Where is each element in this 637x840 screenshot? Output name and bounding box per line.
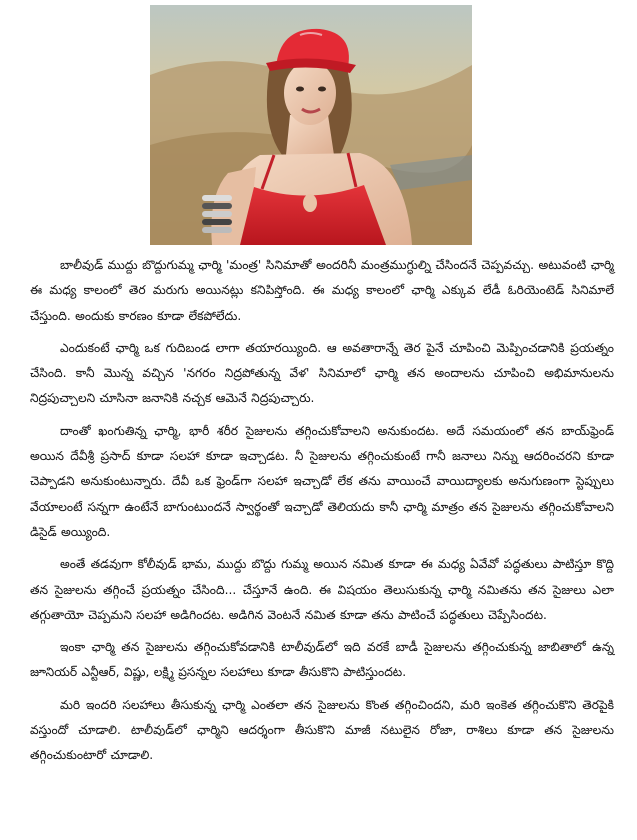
actress-in-red-cap-image (150, 5, 472, 245)
article-paragraph: అంతే తడవుగా కోలీవుడ్ భామ, ముద్దు బొద్దు గుమ్మ అయిన నమిత కూడా ఈ మధ్య ఏవేవో పద్ధతులు పాటిస్తూ కొద్ది తన సైజులను తగ్గించే ప్రయత్నం చేసింది... చేస్తూనే ఉంది. ఈ విషయం తెలుసుకున్న ఛార్మి నమితను తన సైజులు ఎలా తగ్గుతాయో చెప్పమని సలహా అడిగిందట. అడిగిన వెంటనే నమిత కూడా తను పాటించే పద్ధతులు చెప్పేసిందట. (30, 557, 614, 622)
article-paragraph: ఎందుకంటే ఛార్మి ఒక గుదిబండ లాగా తయారయ్యింది. ఆ అవతారాన్నే తెర పైనే చూపించి మెప్పించడానికి ప్రయత్నం చేసింది. కానీ మొన్న వచ్చిన 'నగరం నిద్రపోతున్న వేళ' సినిమాలో ఛార్మి తన అందాలను చూపించి అభిమానులను నిద్రపుచ్చాలని చూసినా జనానికి నచ్చక ఆమెనే నిద్రపుచ్చారు. (30, 340, 614, 406)
article-photo (150, 5, 472, 245)
article-body (30, 253, 614, 776)
article-paragraph: ఇంకా ఛార్మి తన సైజులను తగ్గించుకోవడానికి టాలీవుడ్‌లో ఇది వరకే బాడీ సైజులను తగ్గించుకున్న జాబితాలో ఉన్న జూనియర్ ఎన్టీఆర్, విష్ణు, లక్ష్మి ప్రసన్నల సలహాలు కూడా తీసుకొని పాటిస్తుందట. (30, 640, 614, 680)
article-paragraph: మరి ఇందరి సలహాలు తీసుకున్న ఛార్మి ఎంతలా తన సైజులను కొంత తగ్గించిందని, మరి ఇంకెత తగ్గించుకొని తెరపైకి వస్తుందో చూడాలి. టాలీవుడ్‌లో ఛార్మిని ఆదర్శంగా తీసుకొని మాజీ నటులైన రోజా, రాశిలు కూడా తన సైజులను తగ్గించుకుంటారో చూడాలి. (30, 697, 614, 763)
article-paragraph: దాంతో ఖంగుతిన్న ఛార్మి, భారీ శరీర సైజులను తగ్గించుకోవాలని అనుకుందట. అదే సమయంలో తన బాయ్‌ఫ్రెండ్ అయిన దేవీశ్రీ ప్రసాద్ కూడా సలహా కూడా ఇచ్చాడట. నీ సైజులను తగ్గించుకుంటే గానీ జనాలు నిన్ను ఆదరించరని కూడా చెప్పాడని అనుకుంటున్నారు. దేవీ ఒక ఫ్రెండ్‌గా సలహా ఇచ్చాడో లేక తను వాయించే వాయిద్యాలకు అనుగుణంగా స్టెప్పులు వేయాలంటే సన్నగా ఉంటేనే బాగుంటుందనే స్వార్థంతో ఇచ్చాడో తెలియదు కానీ ఛార్మి మాత్రం తన సైజులను తగ్గించుకోవాలని డిసైడ్ అయ్యింది. (30, 423, 614, 539)
article-paragraph: బాలీవుడ్ ముద్దు బొద్దుగుమ్మ ఛార్మి 'మంత్ర' సినిమాతో అందరినీ మంత్రముగ్ధుల్ని చేసిందనే చెప్పవచ్చు. అటువంటి ఛార్మి ఈ మధ్య కాలంలో తెర మరుగు అయినట్లు కనిపిస్తోంది. ఈ మధ్య కాలంలో ఛార్మి ఎక్కువ లేడీ ఓరియెంటెడ్ సినిమాలే చేస్తుంది. అందుకు కారణం కూడా లేకపోలేదు. (30, 258, 614, 323)
